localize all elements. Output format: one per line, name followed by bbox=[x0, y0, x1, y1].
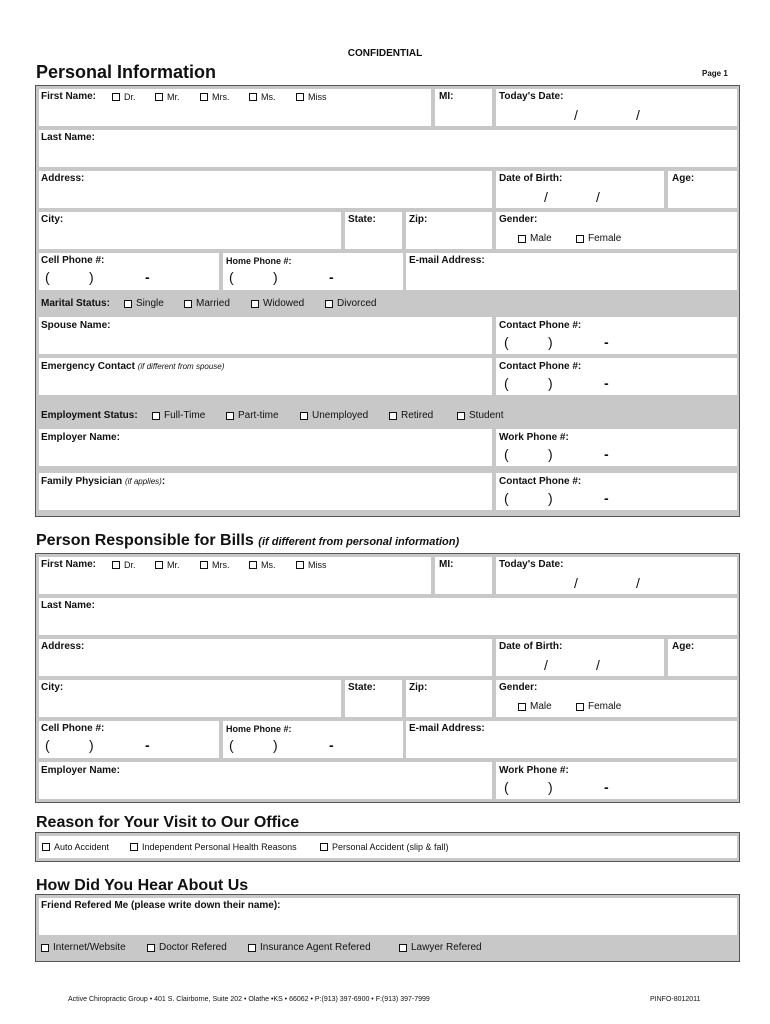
phone-paren-close: ) bbox=[273, 737, 278, 753]
phone-dash: - bbox=[604, 375, 609, 391]
employment-parttime-option[interactable]: Part-time bbox=[226, 410, 279, 421]
phone-dash: - bbox=[604, 334, 609, 350]
state-cell[interactable] bbox=[345, 212, 402, 249]
city-label: City: bbox=[41, 214, 64, 225]
phone-paren-open: ( bbox=[504, 334, 509, 350]
address-label: Address: bbox=[41, 641, 85, 652]
first-name-label: First Name: bbox=[41, 91, 97, 102]
phone-paren-close: ) bbox=[548, 779, 553, 795]
dob-label: Date of Birth: bbox=[499, 641, 563, 652]
date-slash: / bbox=[574, 575, 578, 591]
checkbox-icon[interactable] bbox=[249, 561, 257, 569]
marital-married-option[interactable]: Married bbox=[184, 298, 230, 309]
checkbox-icon[interactable] bbox=[325, 300, 333, 308]
reason-auto-accident-option[interactable]: Auto Accident bbox=[42, 842, 109, 852]
date-slash: / bbox=[596, 657, 600, 673]
responsible-heading bbox=[36, 532, 459, 550]
phone-paren-open: ( bbox=[504, 779, 509, 795]
phone-dash: - bbox=[604, 490, 609, 506]
gender-female-option[interactable]: Female bbox=[576, 701, 621, 712]
reason-options-cell bbox=[39, 836, 737, 858]
phone-paren-open: ( bbox=[229, 269, 234, 285]
phone-paren-close: ) bbox=[89, 269, 94, 285]
gender-label: Gender: bbox=[499, 682, 538, 693]
resp-gender-cell[interactable] bbox=[496, 680, 737, 717]
cell-phone-cell[interactable] bbox=[39, 253, 219, 290]
home-phone-cell[interactable] bbox=[223, 253, 403, 290]
email-label: E-mail Address: bbox=[409, 255, 485, 266]
salutation-dr-option[interactable]: Dr. bbox=[112, 92, 136, 102]
reason-independent-health-option[interactable]: Independent Personal Health Reasons bbox=[130, 842, 297, 852]
phone-paren-open: ( bbox=[504, 490, 509, 506]
phone-dash: - bbox=[329, 269, 334, 285]
checkbox-icon[interactable] bbox=[226, 412, 234, 420]
spouse-name-cell[interactable] bbox=[39, 317, 492, 354]
reason-personal-accident-option[interactable]: Personal Accident (slip & fall) bbox=[320, 842, 449, 852]
employment-unemployed-option[interactable]: Unemployed bbox=[300, 410, 368, 421]
footer-form-code: PINFO-8012011 bbox=[650, 996, 701, 1003]
date-slash: / bbox=[636, 107, 640, 123]
marital-divorced-option[interactable]: Divorced bbox=[325, 298, 376, 309]
dob-label: Date of Birth: bbox=[499, 173, 563, 184]
reason-frame bbox=[35, 832, 740, 862]
resp-address-cell[interactable] bbox=[39, 639, 492, 676]
emergency-contact-phone-cell[interactable] bbox=[496, 358, 737, 395]
gender-female-option[interactable]: Female bbox=[576, 233, 621, 244]
checkbox-icon[interactable] bbox=[124, 300, 132, 308]
marital-widowed-option[interactable]: Widowed bbox=[251, 298, 304, 309]
checkbox-icon[interactable] bbox=[41, 944, 49, 952]
resp-todays-date-cell[interactable] bbox=[496, 557, 737, 594]
emergency-contact-cell[interactable] bbox=[39, 358, 492, 395]
spouse-contact-phone-cell[interactable] bbox=[496, 317, 737, 354]
todays-date-cell[interactable] bbox=[496, 89, 737, 126]
salutation-miss-option[interactable]: Miss bbox=[296, 560, 327, 570]
checkbox-icon[interactable] bbox=[155, 93, 163, 101]
phone-paren-close: ) bbox=[548, 490, 553, 506]
state-label: State: bbox=[348, 214, 376, 225]
phone-paren-open: ( bbox=[504, 446, 509, 462]
todays-date-label: Today's Date: bbox=[499, 559, 564, 570]
checkbox-icon[interactable] bbox=[518, 235, 526, 243]
salutation-dr-option[interactable]: Dr. bbox=[112, 560, 136, 570]
phone-paren-open: ( bbox=[229, 737, 234, 753]
work-phone-label: Work Phone #: bbox=[499, 432, 569, 443]
date-slash: / bbox=[574, 107, 578, 123]
email-cell[interactable] bbox=[406, 253, 737, 290]
email-label: E-mail Address: bbox=[409, 723, 485, 734]
footer-address: Active Chiropractic Group • 401 S. Clairborne, Suite 202 • Olathe •KS • 66062 • P:(913) 397-6900 • F:(913) 397-7999 bbox=[68, 996, 430, 1003]
gender-cell[interactable] bbox=[496, 212, 737, 249]
phone-paren-open: ( bbox=[45, 737, 50, 753]
resp-first-name-cell[interactable] bbox=[39, 557, 431, 594]
employer-name-label: Employer Name: bbox=[41, 765, 120, 776]
salutation-ms-option[interactable]: Ms. bbox=[249, 560, 276, 570]
phone-dash: - bbox=[145, 269, 150, 285]
checkbox-icon[interactable] bbox=[112, 561, 120, 569]
date-slash: / bbox=[544, 657, 548, 673]
employer-name-label: Employer Name: bbox=[41, 432, 120, 443]
resp-email-cell[interactable] bbox=[406, 721, 737, 758]
last-name-cell[interactable] bbox=[39, 130, 737, 167]
age-label: Age: bbox=[672, 641, 695, 652]
responsible-frame bbox=[35, 553, 740, 803]
employment-status-label: Employment Status: bbox=[41, 410, 138, 421]
phone-paren-close: ) bbox=[89, 737, 94, 753]
friend-referral-cell[interactable] bbox=[39, 898, 737, 935]
resp-home-phone-cell[interactable] bbox=[223, 721, 403, 758]
responsible-subtitle: (if different from personal information) bbox=[258, 536, 460, 548]
employment-fulltime-option[interactable]: Full-Time bbox=[152, 410, 205, 421]
checkbox-icon[interactable] bbox=[399, 944, 407, 952]
checkbox-icon[interactable] bbox=[249, 93, 257, 101]
checkbox-icon[interactable] bbox=[130, 843, 138, 851]
salutation-ms-option[interactable]: Ms. bbox=[249, 92, 276, 102]
mi-cell[interactable] bbox=[435, 89, 492, 126]
hear-internet-option[interactable]: Internet/Website bbox=[41, 942, 126, 953]
salutation-miss-option[interactable]: Miss bbox=[296, 92, 327, 102]
checkbox-icon[interactable] bbox=[112, 93, 120, 101]
contact-phone-label: Contact Phone #: bbox=[499, 361, 582, 372]
age-cell[interactable] bbox=[668, 171, 737, 208]
resp-work-phone-cell[interactable] bbox=[496, 762, 737, 799]
salutation-mr-option[interactable]: Mr. bbox=[155, 92, 180, 102]
date-slash: / bbox=[596, 189, 600, 205]
state-label: State: bbox=[348, 682, 376, 693]
checkbox-icon[interactable] bbox=[389, 412, 397, 420]
checkbox-icon[interactable] bbox=[152, 412, 160, 420]
resp-dob-cell[interactable] bbox=[496, 639, 664, 676]
dob-cell[interactable] bbox=[496, 171, 664, 208]
mi-label: MI: bbox=[439, 559, 454, 570]
address-cell[interactable] bbox=[39, 171, 492, 208]
zip-label: Zip: bbox=[409, 214, 428, 225]
hear-frame bbox=[35, 894, 740, 962]
phone-paren-close: ) bbox=[548, 375, 553, 391]
phone-paren-close: ) bbox=[548, 446, 553, 462]
resp-age-cell[interactable] bbox=[668, 639, 737, 676]
checkbox-icon[interactable] bbox=[248, 944, 256, 952]
phone-paren-close: ) bbox=[273, 269, 278, 285]
phone-paren-open: ( bbox=[45, 269, 50, 285]
employment-retired-option[interactable]: Retired bbox=[389, 410, 433, 421]
checkbox-icon[interactable] bbox=[576, 703, 584, 711]
gender-label: Gender: bbox=[499, 214, 538, 225]
confidential-label: CONFIDENTIAL bbox=[347, 48, 423, 59]
first-name-label: First Name: bbox=[41, 559, 97, 570]
employment-student-option[interactable]: Student bbox=[457, 410, 503, 421]
hear-lawyer-option[interactable]: Lawyer Refered bbox=[399, 942, 482, 953]
city-label: City: bbox=[41, 682, 64, 693]
resp-state-cell[interactable] bbox=[345, 680, 402, 717]
gender-male-option[interactable]: Male bbox=[518, 233, 552, 244]
mi-label: MI: bbox=[439, 91, 454, 102]
phone-paren-open: ( bbox=[504, 375, 509, 391]
hear-insurance-agent-option[interactable]: Insurance Agent Refered bbox=[248, 942, 371, 953]
phone-dash: - bbox=[604, 446, 609, 462]
checkbox-icon[interactable] bbox=[155, 561, 163, 569]
checkbox-icon[interactable] bbox=[518, 703, 526, 711]
zip-cell[interactable] bbox=[406, 212, 492, 249]
hear-title: How Did You Hear About Us bbox=[36, 877, 249, 894]
date-slash: / bbox=[544, 189, 548, 205]
family-physician-label: Family Physician (if applies): bbox=[41, 476, 166, 487]
contact-phone-label: Contact Phone #: bbox=[499, 476, 582, 487]
hear-doctor-option[interactable]: Doctor Refered bbox=[147, 942, 227, 953]
friend-referral-label: Friend Refered Me (please write down their name): bbox=[41, 900, 281, 911]
contact-phone-label: Contact Phone #: bbox=[499, 320, 582, 331]
checkbox-icon[interactable] bbox=[576, 235, 584, 243]
physician-contact-phone-cell[interactable] bbox=[496, 473, 737, 510]
physician-note: (if applies) bbox=[124, 477, 162, 486]
home-phone-label: Home Phone #: bbox=[226, 724, 292, 734]
family-physician-cell[interactable] bbox=[39, 473, 492, 510]
phone-dash: - bbox=[604, 779, 609, 795]
marital-single-option[interactable]: Single bbox=[124, 298, 164, 309]
resp-city-cell[interactable] bbox=[39, 680, 341, 717]
emergency-note: (if different from spouse) bbox=[137, 362, 225, 371]
checkbox-icon[interactable] bbox=[296, 93, 304, 101]
city-cell[interactable] bbox=[39, 212, 341, 249]
cell-phone-label: Cell Phone #: bbox=[41, 723, 105, 734]
reason-title: Reason for Your Visit to Our Office bbox=[36, 814, 300, 831]
checkbox-icon[interactable] bbox=[457, 412, 465, 420]
checkbox-icon[interactable] bbox=[320, 843, 328, 851]
checkbox-icon[interactable] bbox=[251, 300, 259, 308]
date-slash: / bbox=[636, 575, 640, 591]
checkbox-icon[interactable] bbox=[147, 944, 155, 952]
zip-label: Zip: bbox=[409, 682, 428, 693]
work-phone-cell[interactable] bbox=[496, 429, 737, 466]
phone-dash: - bbox=[145, 737, 150, 753]
resp-employer-name-cell[interactable] bbox=[39, 762, 492, 799]
checkbox-icon[interactable] bbox=[200, 561, 208, 569]
home-phone-label: Home Phone #: bbox=[226, 256, 292, 266]
responsible-title: Person Responsible for Bills bbox=[36, 532, 254, 549]
personal-info-frame bbox=[35, 85, 740, 517]
work-phone-label: Work Phone #: bbox=[499, 765, 569, 776]
marital-status-label: Marital Status: bbox=[41, 298, 110, 309]
resp-zip-cell[interactable] bbox=[406, 680, 492, 717]
checkbox-icon[interactable] bbox=[300, 412, 308, 420]
first-name-cell[interactable] bbox=[39, 89, 431, 126]
salutation-mrs-option[interactable]: Mrs. bbox=[200, 92, 230, 102]
checkbox-icon[interactable] bbox=[42, 843, 50, 851]
resp-last-name-cell[interactable] bbox=[39, 598, 737, 635]
checkbox-icon[interactable] bbox=[184, 300, 192, 308]
resp-cell-phone-cell[interactable] bbox=[39, 721, 219, 758]
salutation-mrs-option[interactable]: Mrs. bbox=[200, 560, 230, 570]
employer-name-cell[interactable] bbox=[39, 429, 492, 466]
last-name-label: Last Name: bbox=[41, 132, 95, 143]
spouse-name-label: Spouse Name: bbox=[41, 320, 111, 331]
emergency-contact-label: Emergency Contact (if different from spouse) bbox=[41, 361, 225, 372]
todays-date-label: Today's Date: bbox=[499, 91, 564, 102]
phone-dash: - bbox=[329, 737, 334, 753]
address-label: Address: bbox=[41, 173, 85, 184]
resp-mi-cell[interactable] bbox=[435, 557, 492, 594]
salutation-mr-option[interactable]: Mr. bbox=[155, 560, 180, 570]
gender-male-option[interactable]: Male bbox=[518, 701, 552, 712]
checkbox-icon[interactable] bbox=[296, 561, 304, 569]
last-name-label: Last Name: bbox=[41, 600, 95, 611]
page-number: Page 1 bbox=[702, 69, 728, 78]
page-title: Personal Information bbox=[36, 62, 217, 82]
cell-phone-label: Cell Phone #: bbox=[41, 255, 105, 266]
phone-paren-close: ) bbox=[548, 334, 553, 350]
age-label: Age: bbox=[672, 173, 695, 184]
checkbox-icon[interactable] bbox=[200, 93, 208, 101]
